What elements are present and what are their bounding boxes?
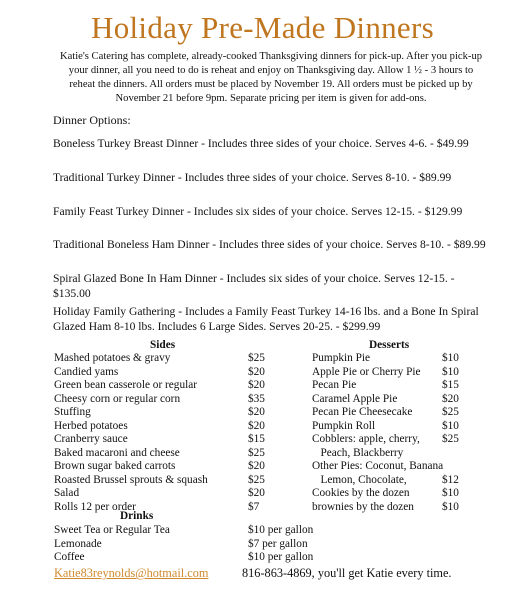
sides-item-price: $20 <box>248 419 265 432</box>
desserts-item-name: Other Pies: Coconut, Banana <box>312 460 444 472</box>
desserts-item-price: $25 <box>442 433 459 445</box>
dinner-option: Spiral Glazed Bone In Ham Dinner - Includes six sides of your choice. Serves 12-15. - $135.00 <box>53 272 455 300</box>
drinks-item-price: $10 per gallon <box>248 524 314 536</box>
drinks-item-price: $7 per gallon <box>248 537 308 550</box>
dinner-option: Family Feast Turkey Dinner - Includes six sides of your choice. Serves 12-15. - $129.99 <box>53 205 463 218</box>
sides-item-name: Mashed potatoes & gravy <box>54 352 171 364</box>
sides-item-name: Roasted Brussel sprouts & squash <box>54 473 208 486</box>
desserts-item-name: Apple Pie or Cherry Pie <box>312 365 421 378</box>
sides-item-price: $20 <box>248 460 265 472</box>
sides-item-price: $25 <box>248 446 265 459</box>
desserts-heading: Desserts <box>369 339 410 351</box>
desserts-item-price: $10 <box>442 352 459 364</box>
desserts-item-name: Pecan Pie Cheesecake <box>312 406 413 418</box>
dinner-options-heading: Dinner Options: <box>53 113 131 127</box>
sides-item-name: Stuffing <box>54 406 91 418</box>
desserts-item-name: Cookies by the dozen <box>312 487 410 499</box>
dinner-option: Traditional Turkey Dinner - Includes three sides of your choice. Serves 8-10. - $89.99 <box>53 171 452 184</box>
drinks-item-name: Coffee <box>54 551 85 564</box>
desserts-item-name: Cobblers: apple, cherry, <box>312 433 420 445</box>
sides-item-name: Salad <box>54 487 80 499</box>
desserts-item-name: Peach, Blackberry <box>312 446 404 459</box>
page-title: Holiday Pre-Made Dinners <box>91 10 434 45</box>
sides-item-name: Rolls 12 per order <box>54 500 136 513</box>
intro-paragraph: Katie's Catering has complete, already-cooked Thanksgiving dinners for pick-up. After you pick-up your dinner, all you need to do is reheat and enjoy on Thanksgiving day. Allow 1 ½ - 3 hours to reheat the dinners. All orders must be placed by November 19. All orders must be picked up by November 21 before 9pm. Separate pricing per item is given for add-ons. <box>59 51 483 104</box>
sides-item-price: $7 <box>248 500 260 513</box>
drinks-heading: Drinks <box>120 510 154 522</box>
desserts-item-price: $20 <box>442 392 459 405</box>
drinks-item-price: $10 per gallon <box>248 551 314 564</box>
desserts-item-name: Lemon, Chocolate, <box>312 473 407 486</box>
sides-item-name: Cheesy corn or regular corn <box>54 392 181 405</box>
desserts-item-price: $25 <box>442 406 459 418</box>
sides-item-price: $20 <box>248 365 265 378</box>
desserts-item-name: Caramel Apple Pie <box>312 392 398 405</box>
dinner-option: Holiday Family Gathering - Includes a Family Feast Turkey 14-16 lbs. and a Bone In Spiral Glazed Ham 8-10 lbs. Includes 6 Large Sides. Serves 20-25. - $299.99 <box>53 305 479 333</box>
desserts-item-price: $10 <box>442 487 459 499</box>
sides-item-name: Candied yams <box>54 365 119 378</box>
desserts-item-price: $15 <box>442 379 459 391</box>
sides-item-name: Baked macaroni and cheese <box>54 446 180 459</box>
drinks-item-name: Sweet Tea or Regular Tea <box>54 524 170 536</box>
dinner-option: Boneless Turkey Breast Dinner - Includes three sides of your choice. Serves 4-6. - $49.99 <box>53 137 469 150</box>
sides-item-name: Brown sugar baked carrots <box>54 460 176 472</box>
desserts-item-name: Pecan Pie <box>312 379 357 391</box>
desserts-item-name: Pumpkin Roll <box>312 419 376 432</box>
sides-item-price: $25 <box>248 352 265 364</box>
dinner-option: Traditional Boneless Ham Dinner - Includes three sides of your choice. Serves 8-10. - $89.99 <box>53 238 486 251</box>
desserts-item-name: brownies by the dozen <box>312 500 414 513</box>
sides-item-price: $35 <box>248 392 265 405</box>
drinks-item-name: Lemonade <box>54 537 102 550</box>
sides-item-price: $15 <box>248 433 265 445</box>
sides-item-name: Green bean casserole or regular <box>54 379 198 391</box>
sides-item-price: $20 <box>248 406 265 418</box>
phone-text: 816-863-4869, you'll get Katie every time. <box>242 566 452 580</box>
desserts-item-price: $10 <box>442 419 459 432</box>
desserts-item-price: $10 <box>442 365 459 378</box>
sides-item-name: Cranberry sauce <box>54 433 128 445</box>
desserts-item-price: $10 <box>442 500 459 513</box>
sides-item-price: $20 <box>248 487 265 499</box>
sides-item-name: Herbed potatoes <box>54 419 128 432</box>
sides-item-price: $20 <box>248 379 265 391</box>
email-link[interactable]: Katie83reynolds@hotmail.com <box>54 566 209 580</box>
desserts-item-price: $12 <box>442 473 459 486</box>
sides-item-price: $25 <box>248 473 265 486</box>
sides-heading: Sides <box>150 339 176 351</box>
desserts-item-name: Pumpkin Pie <box>312 352 371 364</box>
